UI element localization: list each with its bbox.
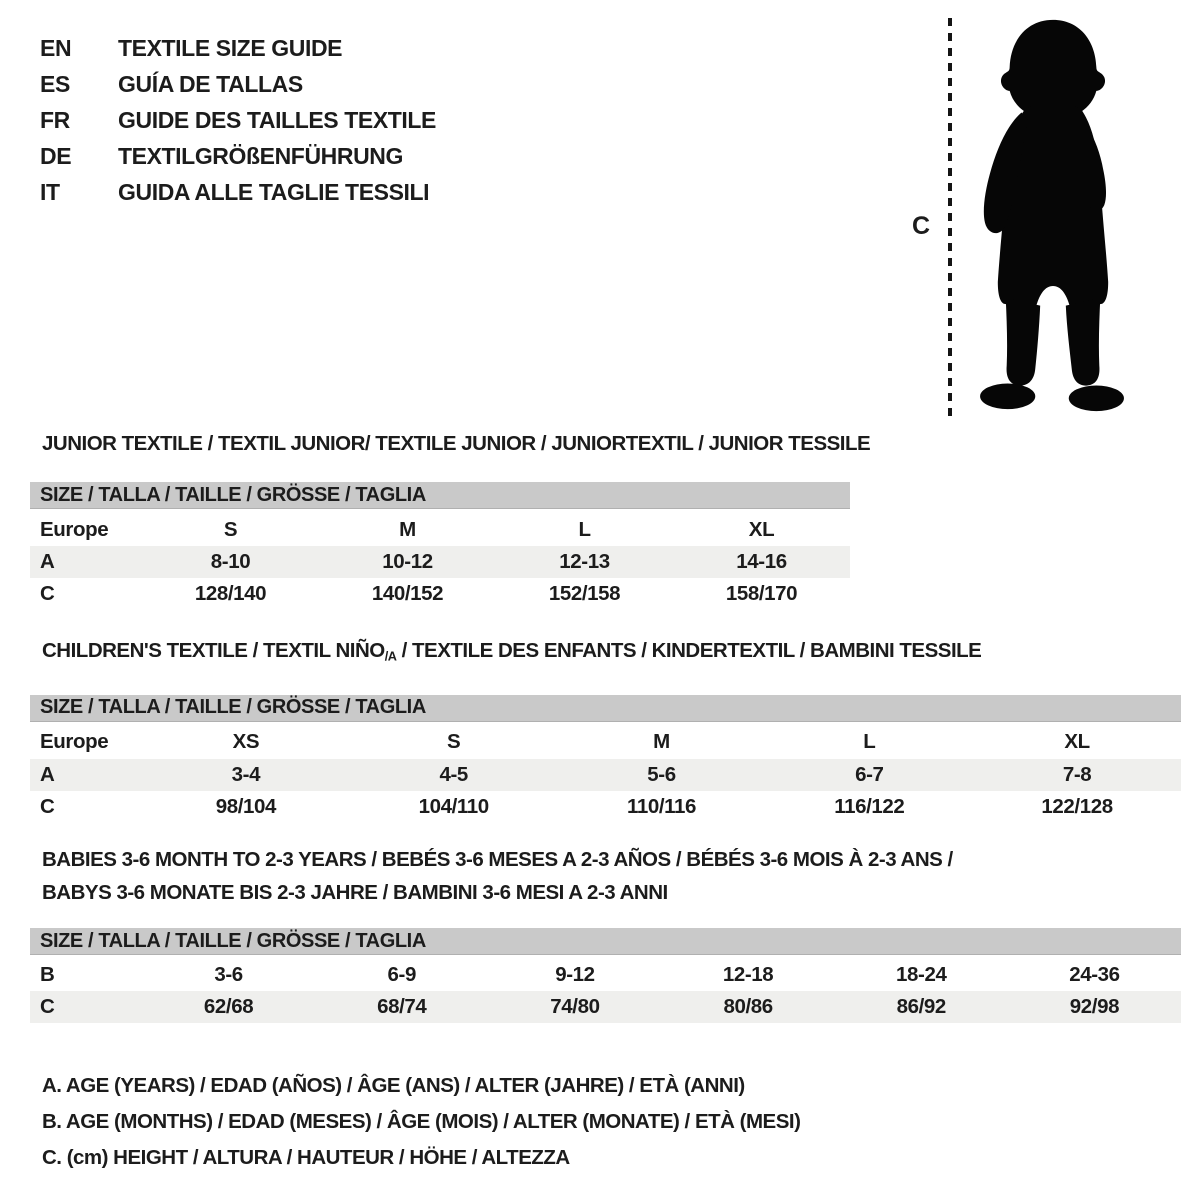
measurement-legend	[42, 1068, 800, 1176]
junior-size-table	[30, 482, 850, 610]
language-row	[40, 174, 436, 210]
guide-title-fr: GUIDE DES TAILLES TEXTILE	[118, 106, 436, 133]
value-cell: 110/116	[626, 794, 697, 818]
language-code: ES	[40, 70, 70, 97]
row-label: A	[40, 550, 55, 573]
size-cell: M	[653, 730, 670, 754]
table-row	[30, 513, 850, 546]
value-cell: 6-9	[387, 963, 416, 986]
row-label: Europe	[40, 517, 109, 541]
babies-section-title-line1: BABIES 3-6 MONTH TO 2-3 YEARS / BEBÉS 3-6 MESES A 2-3 AÑOS / BÉBÉS 3-6 MOIS À 2-3 ANS /	[42, 848, 953, 871]
size-header-bar: SIZE / TALLA / TAILLE / GRÖSSE / TAGLIA	[30, 695, 1181, 722]
height-measure-figure	[898, 14, 1160, 418]
table-row	[30, 759, 1181, 791]
guide-title-de: TEXTILGRÖßENFÜHRUNG	[118, 142, 403, 169]
language-code: FR	[40, 106, 70, 133]
language-row	[40, 66, 436, 102]
table-row	[30, 959, 1181, 991]
value-cell: 6-7	[855, 762, 884, 786]
value-cell: 7-8	[1062, 762, 1092, 786]
value-cell: 74/80	[550, 995, 600, 1018]
children-textile-section	[30, 639, 1192, 823]
guide-title-it: GUIDA ALLE TAGLIE TESSILI	[118, 178, 430, 205]
babies-size-table	[30, 928, 1181, 1023]
row-label: A	[40, 762, 55, 786]
size-cell: S	[223, 517, 238, 541]
guide-title-es: GUÍA DE TALLAS	[118, 70, 303, 97]
value-cell: 104/110	[418, 794, 489, 818]
language-row	[40, 102, 436, 138]
value-cell: 62/68	[203, 995, 254, 1018]
value-cell: 14-16	[736, 550, 787, 573]
language-row	[40, 138, 436, 174]
size-cell: XL	[748, 517, 775, 541]
value-cell: 92/98	[1069, 995, 1120, 1018]
children-title-suffix: / TEXTILE DES ENFANTS / KINDERTEXTIL / BAMBINI TESSILE	[396, 639, 982, 662]
language-code: IT	[40, 178, 60, 205]
value-cell: 5-6	[647, 762, 676, 786]
value-cell: 9-12	[555, 963, 595, 986]
children-size-table	[30, 695, 1181, 823]
value-cell: 80/86	[723, 995, 773, 1018]
row-label: C	[40, 794, 55, 818]
row-label: B	[40, 963, 55, 986]
size-cell: S	[447, 730, 461, 754]
value-cell: 128/140	[194, 582, 267, 605]
value-cell: 68/74	[377, 995, 427, 1018]
value-cell: 86/92	[896, 995, 946, 1018]
row-label: Europe	[40, 730, 109, 754]
legend-line-c: C. (cm) HEIGHT / ALTURA / HAUTEUR / HÖHE / ALTEZZA	[42, 1146, 570, 1169]
legend-line-b: B. AGE (MONTHS) / EDAD (MESES) / ÂGE (MOIS) / ALTER (MONATE) / ETÀ (MESI)	[42, 1110, 801, 1133]
junior-section-title: JUNIOR TEXTILE / TEXTIL JUNIOR/ TEXTILE JUNIOR / JUNIORTEXTIL / JUNIOR TESSILE	[42, 432, 871, 455]
size-header-bar: SIZE / TALLA / TAILLE / GRÖSSE / TAGLIA	[30, 482, 850, 509]
children-section-title	[42, 639, 1192, 668]
legend-line-a: A. AGE (YEARS) / EDAD (AÑOS) / ÂGE (ANS) / ALTER (JAHRE) / ETÀ (ANNI)	[42, 1074, 745, 1097]
children-title-subscript: /A	[384, 648, 397, 664]
language-row	[40, 30, 436, 66]
value-cell: 152/158	[548, 582, 621, 605]
row-label: C	[40, 582, 55, 605]
size-header-bar: SIZE / TALLA / TAILLE / GRÖSSE / TAGLIA	[30, 928, 1181, 955]
size-cell: XS	[232, 730, 260, 754]
value-cell: 18-24	[896, 963, 947, 986]
junior-textile-section	[30, 432, 1192, 610]
size-cell: XL	[1064, 730, 1090, 754]
value-cell: 3-6	[214, 963, 243, 986]
value-cell: 4-5	[439, 762, 468, 786]
value-cell: 12-18	[722, 963, 774, 986]
table-row	[30, 991, 1181, 1023]
size-cell: L	[863, 730, 876, 754]
value-cell: 12-13	[559, 550, 610, 573]
value-cell: 8-10	[210, 550, 251, 573]
babies-textile-section	[30, 843, 1192, 1023]
table-row	[30, 791, 1181, 823]
language-code: EN	[40, 34, 72, 61]
table-row	[30, 726, 1181, 759]
value-cell: 24-36	[1069, 963, 1120, 986]
dashed-measure-line	[948, 18, 952, 416]
value-cell: 158/170	[725, 582, 798, 605]
language-title-list	[40, 30, 436, 210]
value-cell: 98/104	[215, 794, 277, 818]
table-row	[30, 578, 850, 610]
table-row	[30, 546, 850, 578]
toddler-silhouette-icon	[962, 14, 1144, 418]
size-cell: M	[399, 517, 416, 541]
measure-c-label: C	[912, 212, 930, 240]
babies-section-title-line2: BABYS 3-6 MONATE BIS 2-3 JAHRE / BAMBINI 3-6 MESI A 2-3 ANNI	[42, 881, 668, 904]
value-cell: 10-12	[382, 550, 433, 573]
size-cell: L	[578, 517, 591, 541]
children-title-prefix: CHILDREN'S TEXTILE / TEXTIL NIÑO	[42, 639, 385, 662]
row-label: C	[40, 995, 55, 1018]
value-cell: 140/152	[371, 582, 444, 605]
value-cell: 116/122	[834, 794, 905, 818]
language-code: DE	[40, 142, 72, 169]
value-cell: 3-4	[231, 762, 261, 786]
value-cell: 122/128	[1041, 794, 1113, 818]
guide-title-en: TEXTILE SIZE GUIDE	[118, 34, 343, 61]
